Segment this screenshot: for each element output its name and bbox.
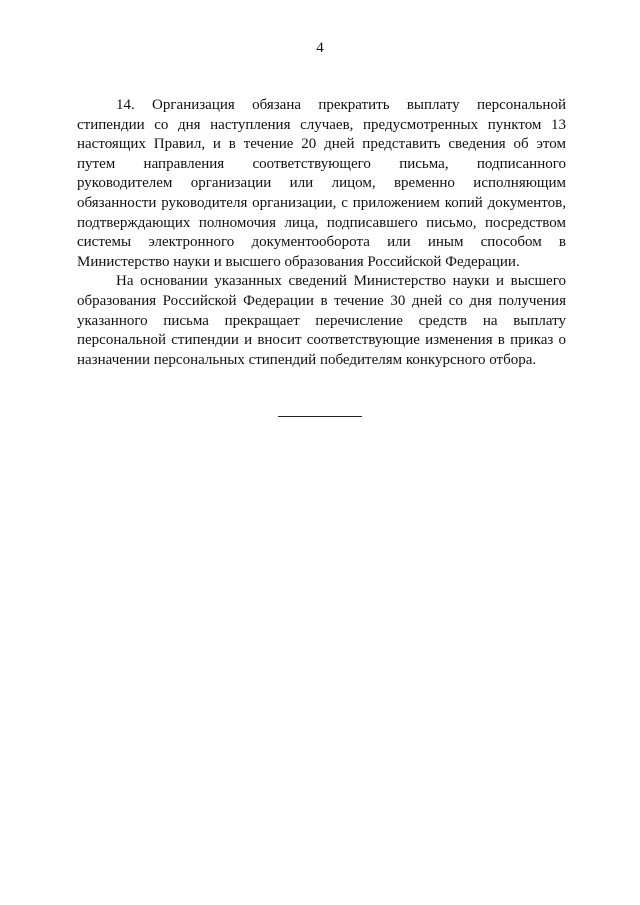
closing-divider-line	[278, 416, 362, 417]
document-body	[77, 96, 566, 370]
paragraph-clause-14: 14. Организация обязана прекратить выплату персональной стипендии со дня наступления случаев, предусмотренных пунктом 13 настоящих Правил, и в течение 20 дней представить сведения об этом путем направления соответствующего письма, подписанного руководителем организации или лицом, временно исполняющим обязанности руководителя организации, с приложением копий документов, подтверждающих полномочия лица, подписавшего письмо, посредством системы электронного документооборота или иным способом в Министерство науки и высшего образования Российской Федерации.	[77, 97, 566, 270]
paragraph-ministry-action: На основании указанных сведений Министерство науки и высшего образования Российской Федерации в течение 30 дней со дня получения указанного письма прекращает перечисление средств на выплату персональной стипендии и вносит соответствующие изменения в приказ о назначении персональных стипендий победителям конкурсного отбора.	[77, 273, 566, 368]
page-number: 4	[316, 40, 324, 56]
